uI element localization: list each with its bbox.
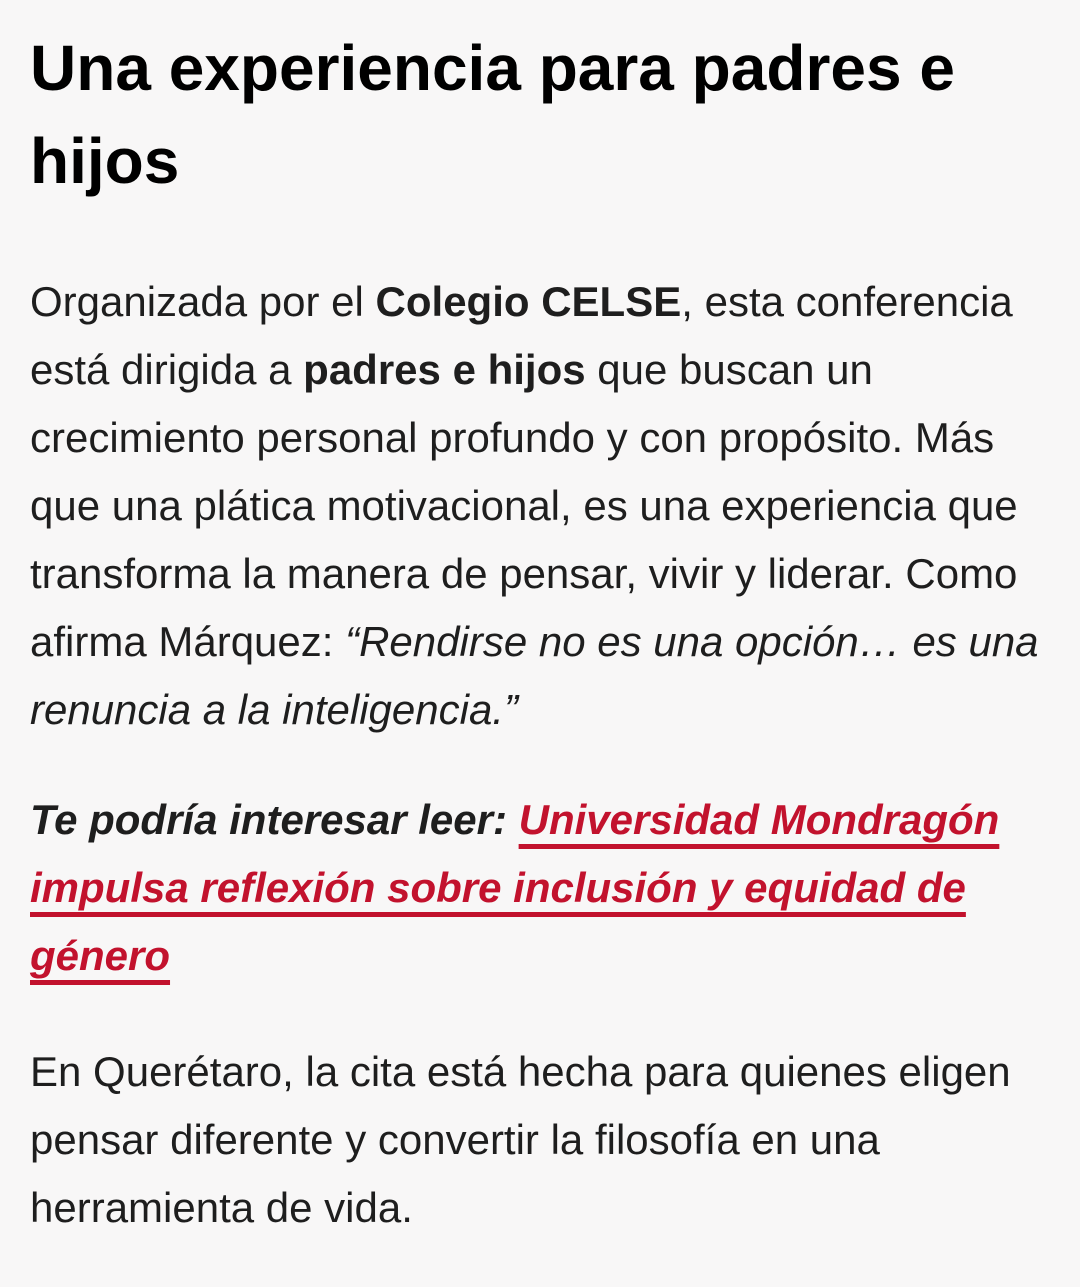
- related-reading-prefix: Te podría interesar leer:: [30, 795, 519, 843]
- text-run-bold-colegio-celse: Colegio CELSE: [375, 277, 682, 325]
- text-run: que buscan un crecimiento personal profundo y con propósito. Más que una plática motivacional, es una experiencia que transforma la manera de pensar, vivir y liderar. Como afirma Márquez:: [30, 345, 1018, 665]
- article-paragraph-closing: En Querétaro, la cita está hecha para quienes eligen pensar diferente y convertir la filosofía en una herramienta de vida.: [30, 1047, 1011, 1231]
- related-article-link[interactable]: Universidad Mondragón impulsa reflexión sobre inclusión y equidad de género: [30, 795, 1000, 979]
- text-run: Organizada por el: [30, 277, 376, 325]
- article-heading: Una experiencia para padres e hijos: [30, 32, 955, 197]
- quote-text: “Rendirse no es una opción… es una renuncia a la inteligencia.”: [30, 617, 1039, 733]
- text-run-bold-padres-e-hijos: padres e hijos: [303, 345, 586, 393]
- article-paragraph-intro: [30, 268, 1050, 744]
- related-reading-paragraph: [30, 786, 1050, 990]
- text-run: , esta conferencia está dirigida a: [30, 277, 1013, 393]
